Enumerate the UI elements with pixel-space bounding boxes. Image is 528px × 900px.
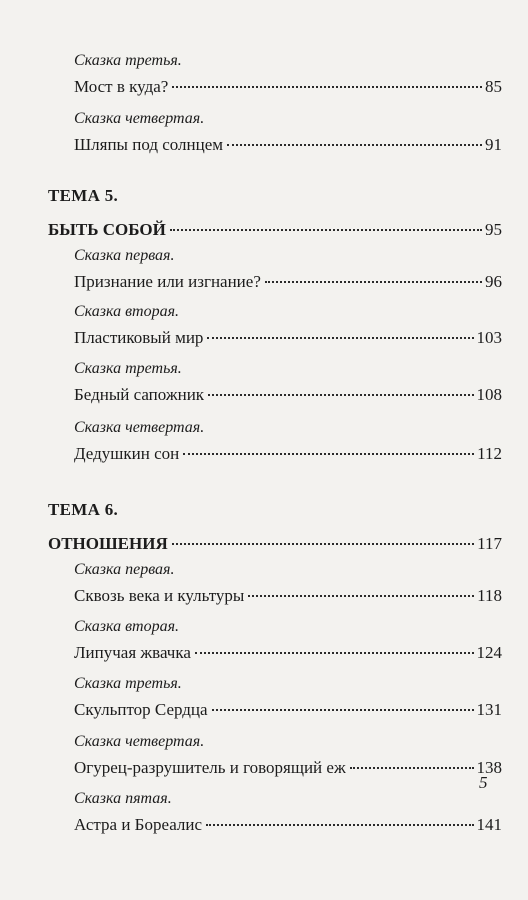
dot-leader [265,281,482,283]
dot-leader [195,652,474,654]
toc-entry [74,675,502,720]
story-number: Сказка вторая. [74,303,180,320]
page-number: 112 [477,444,502,463]
toc-entry [74,561,502,606]
theme-number: ТЕМА 6. [48,500,119,519]
dot-leader [183,453,474,455]
story-number: Сказка пятая. [74,790,172,807]
story-number: Сказка третья. [74,52,182,69]
toc-line [74,272,502,292]
toc-line [74,758,502,778]
toc-entry [74,247,502,292]
toc-entry [74,790,502,835]
story-number: Сказка первая. [74,247,175,264]
story-title: Сквозь века и культуры [74,586,245,605]
page-number: 108 [476,385,502,404]
dot-leader [227,144,482,146]
page-number: 141 [476,815,502,834]
page-number: 96 [485,272,502,291]
folio-page-number: 5 [479,773,488,792]
toc-entry [74,733,502,778]
theme-heading [48,500,502,554]
toc-line [74,586,502,606]
story-number: Сказка третья. [74,360,182,377]
dot-leader [350,767,474,769]
story-title: Бедный сапожник [74,385,205,404]
page-number: 85 [485,77,502,96]
theme-heading [48,186,502,240]
dot-leader [206,824,473,826]
toc-entry [74,52,502,97]
toc-line [74,815,502,835]
toc-entry [74,618,502,663]
dot-leader [172,86,482,88]
story-number: Сказка первая. [74,561,175,578]
toc-entry [74,110,502,155]
toc-line [74,385,502,405]
dot-leader [208,394,473,396]
theme-title: БЫТЬ СОБОЙ [48,220,166,239]
story-number: Сказка четвертая. [74,733,205,750]
story-title: Скульптор Сердца [74,700,208,719]
story-title: Астра и Бореалис [74,815,203,834]
dot-leader [212,709,474,711]
story-number: Сказка третья. [74,675,182,692]
dot-leader [170,229,482,231]
toc-line [74,643,502,663]
page-number: 118 [477,586,502,605]
dot-leader [172,543,474,545]
theme-title-line [48,220,502,240]
dot-leader [248,595,474,597]
toc-line [74,77,502,97]
page-number: 103 [476,328,502,347]
toc-entry [74,419,502,464]
toc-entry [74,360,502,405]
toc-entry [74,303,502,348]
theme-title: ОТНОШЕНИЯ [48,534,168,553]
toc-line [74,135,502,155]
page-number: 131 [476,700,502,719]
dot-leader [207,337,473,339]
theme-number: ТЕМА 5. [48,186,119,205]
story-number: Сказка вторая. [74,618,180,635]
page-number: 117 [477,534,502,553]
page-number: 124 [476,643,502,662]
story-title: Мост в куда? [74,77,169,96]
story-title: Липучая жвачка [74,643,191,662]
story-title: Пластиковый мир [74,328,204,347]
toc-line [74,700,502,720]
page-number: 91 [485,135,502,154]
story-title: Дедушкин сон [74,444,180,463]
story-title: Шляпы под солнцем [74,135,224,154]
page-number: 95 [485,220,502,239]
toc-line [74,444,502,464]
page-number: 138 [476,758,502,777]
theme-title-line [48,534,502,554]
toc-line [74,328,502,348]
story-title: Огурец-разрушитель и говорящий еж [74,758,346,777]
story-number: Сказка четвертая. [74,419,205,436]
story-number: Сказка четвертая. [74,110,205,127]
story-title: Признание или изгнание? [74,272,261,291]
